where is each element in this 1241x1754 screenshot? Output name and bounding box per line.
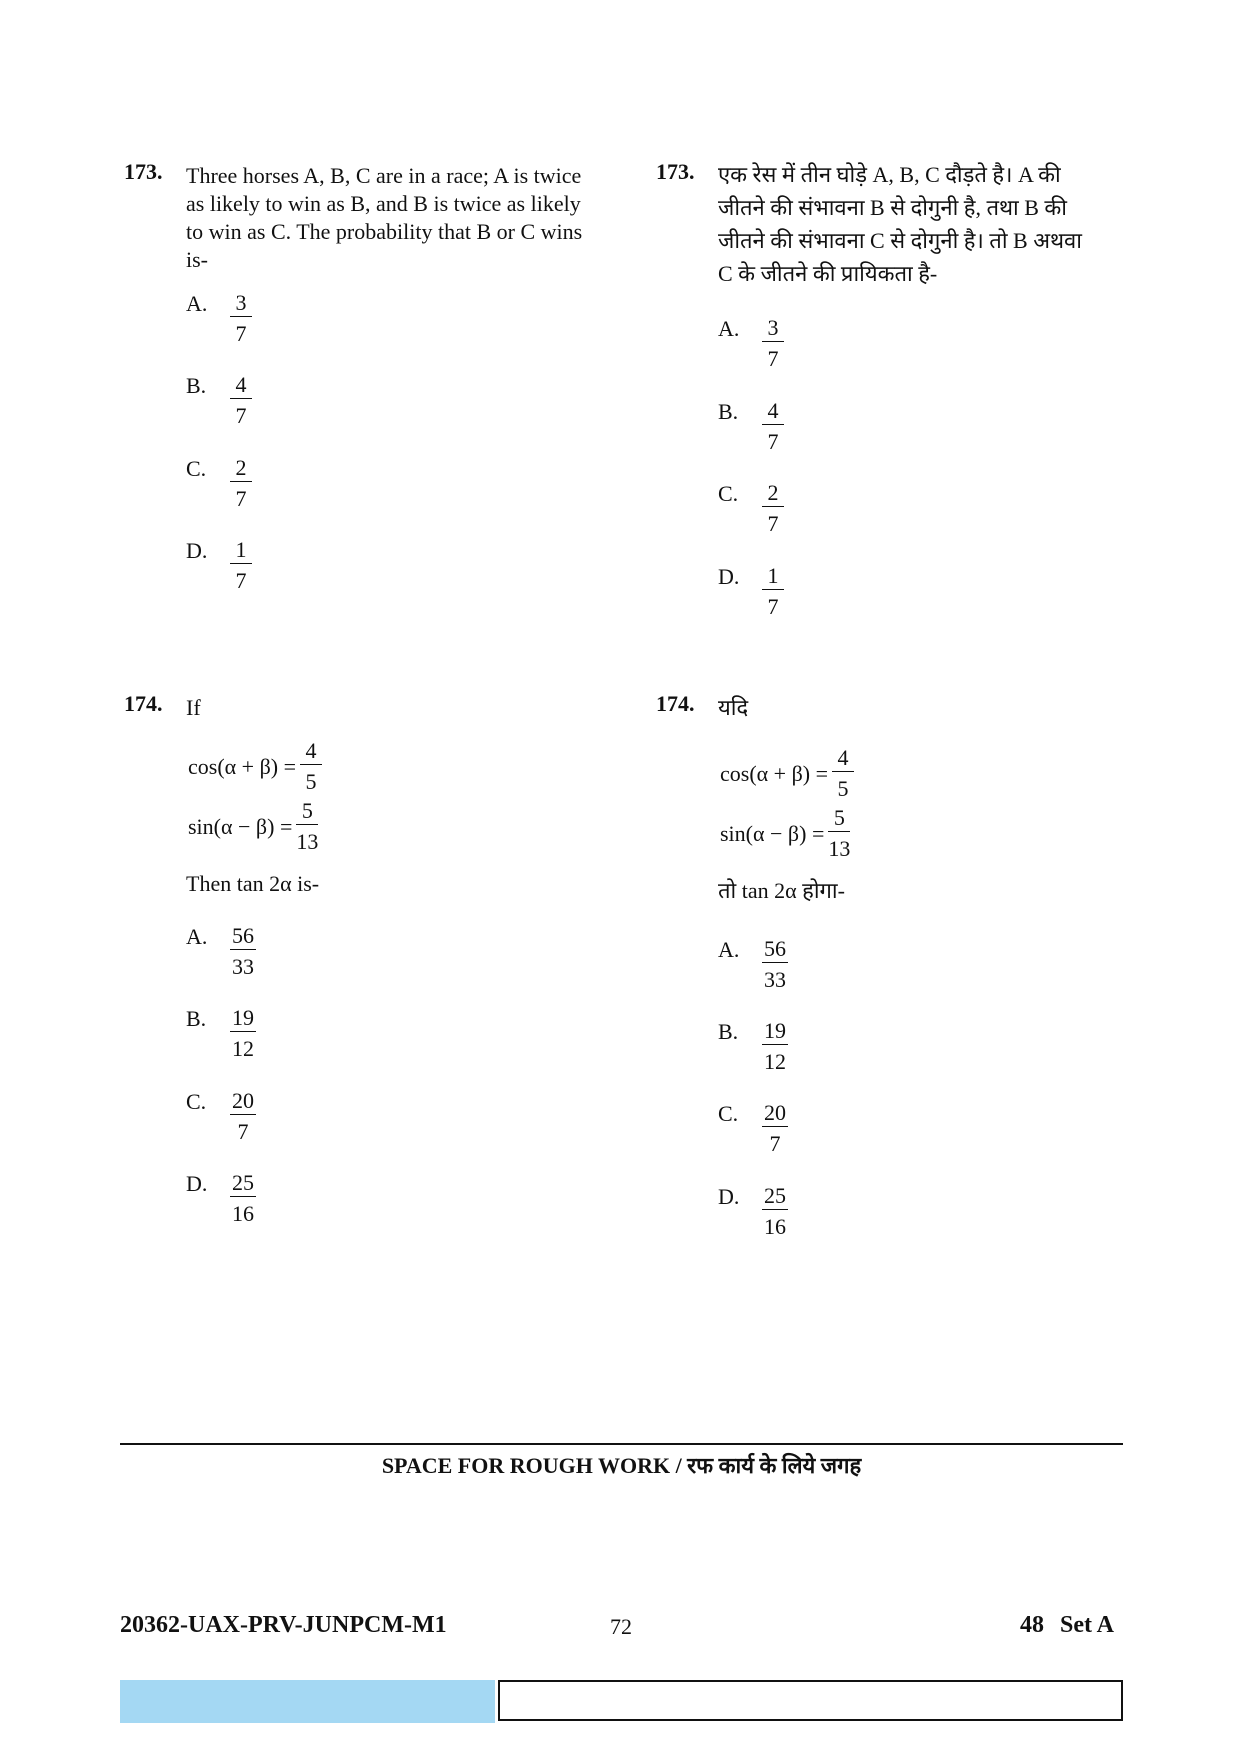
option-letter: A. bbox=[718, 937, 740, 962]
fraction: $\frac{56}{33}$ bbox=[764, 936, 786, 992]
question-text: Three horses A, B, C are in a race; A is twice as likely to win as B, and B is twice as likely to win as C. The probability that B or C wins is- bbox=[186, 163, 583, 272]
option-letter: B. bbox=[186, 1006, 207, 1031]
equation-sin bbox=[720, 805, 850, 862]
fraction: $\frac{4}{7}$ bbox=[230, 372, 252, 429]
fraction: $\frac{56}{33}$ bbox=[232, 923, 254, 979]
option-letter: A. bbox=[186, 291, 208, 316]
fraction: $\frac{2}{7}$ bbox=[762, 480, 784, 537]
question-intro: यदि bbox=[718, 695, 749, 720]
question-number: 173. bbox=[124, 159, 163, 184]
fraction: $\frac{4}{7}$ bbox=[762, 398, 784, 455]
booklet-number: 48 bbox=[1020, 1612, 1044, 1638]
equation-cos bbox=[188, 738, 322, 795]
question-then: Then tan 2α is- bbox=[186, 871, 320, 896]
fraction: $\frac{4}{5}$ bbox=[832, 745, 854, 802]
equation-sin bbox=[188, 798, 318, 855]
page-number: 72 bbox=[610, 1614, 632, 1639]
fraction: $\frac{5}{13}$ bbox=[296, 798, 319, 854]
equation-cos bbox=[720, 745, 854, 802]
fraction: $\frac{4}{5}$ bbox=[300, 738, 322, 795]
option-letter: A. bbox=[186, 924, 208, 949]
question-intro: If bbox=[186, 695, 201, 720]
fraction: $\frac{20}{7}$ bbox=[764, 1100, 786, 1156]
fraction: $\frac{25}{16}$ bbox=[764, 1183, 786, 1239]
option-letter: C. bbox=[186, 1089, 207, 1114]
fraction: $\frac{3}{7}$ bbox=[762, 315, 784, 372]
fraction: $\frac{1}{7}$ bbox=[230, 537, 252, 594]
blank-box bbox=[498, 1680, 1123, 1721]
question-number: 173. bbox=[656, 159, 695, 184]
option-letter: D. bbox=[186, 1171, 208, 1196]
fraction: $\frac{2}{7}$ bbox=[230, 455, 252, 512]
option-letter: D. bbox=[718, 1184, 740, 1209]
option-letter: B. bbox=[186, 373, 207, 398]
option-letter: C. bbox=[718, 481, 739, 506]
question-number: 174. bbox=[124, 691, 163, 716]
fraction: $\frac{19}{12}$ bbox=[232, 1005, 254, 1061]
rough-work-heading: SPACE FOR ROUGH WORK / रफ कार्य के लिये जगह bbox=[381, 1453, 862, 1478]
fraction: $\frac{19}{12}$ bbox=[764, 1018, 786, 1074]
set-label bbox=[1020, 1612, 1114, 1639]
rough-work-divider bbox=[120, 1443, 1123, 1445]
fraction: $\frac{20}{7}$ bbox=[232, 1088, 254, 1144]
equation-lhs: sin(α − β) = bbox=[720, 820, 825, 846]
equation-lhs: cos(α + β) = bbox=[188, 753, 297, 779]
option-letter: D. bbox=[186, 538, 208, 563]
option-letter: A. bbox=[718, 316, 740, 341]
equation-lhs: cos(α + β) = bbox=[720, 760, 829, 786]
option-letter: D. bbox=[718, 564, 740, 589]
fraction: $\frac{25}{16}$ bbox=[232, 1170, 254, 1226]
fraction: $\frac{1}{7}$ bbox=[762, 563, 784, 620]
set-name: Set A bbox=[1060, 1612, 1114, 1638]
option-letter: C. bbox=[718, 1101, 739, 1126]
option-letter: B. bbox=[718, 1019, 739, 1044]
paper-code: 20362-UAX-PRV-JUNPCM-M1 bbox=[120, 1612, 447, 1638]
option-letter: B. bbox=[718, 399, 739, 424]
question-number: 174. bbox=[656, 691, 695, 716]
question-then: तो tan 2α होगा- bbox=[718, 878, 845, 903]
equation-lhs: sin(α − β) = bbox=[188, 813, 293, 839]
fraction: $\frac{3}{7}$ bbox=[230, 290, 252, 347]
fraction: $\frac{5}{13}$ bbox=[828, 805, 851, 861]
color-band bbox=[120, 1680, 495, 1723]
question-text: एक रेस में तीन घोड़े A, B, C दौड़ते है। A की जीतने की संभावना B से दोगुनी है, तथा B की जीतने की संभावना C से दोगुनी है। तो B अथवा C के जीतने की प्रायिकता है- bbox=[718, 162, 1082, 286]
option-letter: C. bbox=[186, 456, 207, 481]
